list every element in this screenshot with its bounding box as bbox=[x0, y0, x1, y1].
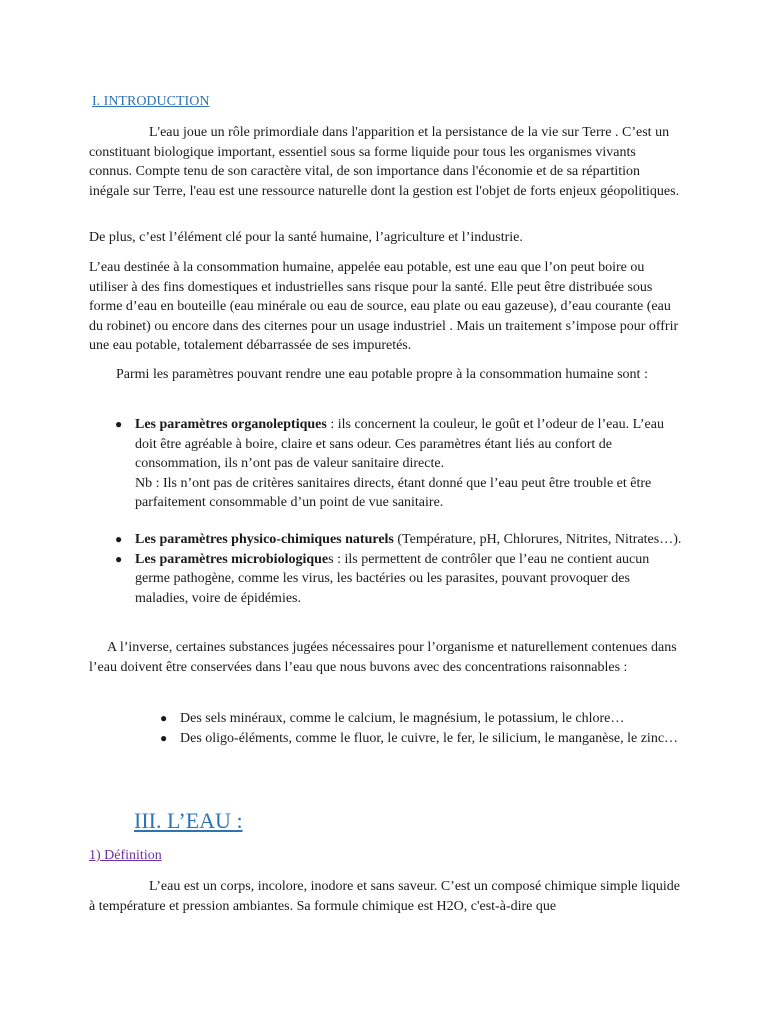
introduction-heading[interactable]: I. INTRODUCTION bbox=[92, 94, 210, 109]
list-item-title: Les paramètres physico-chimiques naturels bbox=[135, 532, 394, 547]
list-item bbox=[157, 729, 682, 749]
bullet-icon: ● bbox=[115, 532, 123, 546]
list-item-text: Des oligo-éléments, comme le fluor, le cuivre, le fer, le silicium, le manganèse, le zinc… bbox=[180, 730, 679, 746]
paragraph-definition: L’eau est un corps, incolore, inodore et sans saveur. C’est un composé chimique simple liquide à température et pression ambiantes. Sa formule chimique est H2O, c'est-à-dire que bbox=[89, 879, 680, 914]
list-item bbox=[112, 550, 682, 609]
bullet-icon: ● bbox=[160, 730, 168, 745]
definition-heading[interactable]: 1) Définition bbox=[89, 848, 162, 863]
list-item bbox=[157, 709, 682, 729]
list-item bbox=[112, 530, 682, 550]
list-item-text: (Température, pH, Chlorures, Nitrites, Nitrates…). bbox=[393, 532, 682, 547]
list-item-title: Les paramètres microbiologique bbox=[135, 551, 329, 567]
paragraph-key-element: De plus, c’est l’élément clé pour la santé humaine, l’agriculture et l’industrie. bbox=[89, 230, 523, 245]
list-item-text: Des sels minéraux, comme le calcium, le magnésium, le potassium, le chlore… bbox=[180, 711, 625, 726]
parameters-list bbox=[112, 415, 682, 513]
bullet-icon: ● bbox=[115, 417, 123, 431]
paragraph-drinking-water: L’eau destinée à la consommation humaine, appelée eau potable, est une eau que l’on peut boire ou utiliser à des fins domestiques et industrielles sans risque pour la santé. Elle peut être distribuée sous forme d’eau en bouteille (eau minérale ou eau de source, eau plate ou eau gazeuse), d’eau courante (eau du robinet) ou encore dans des citernes pour un usage industriel . Mais un traitement s’impose pour offrir une eau potable, totalement débarrassée de ses impuretés. bbox=[89, 260, 679, 353]
bullet-icon: ● bbox=[160, 711, 168, 725]
section-heading[interactable]: III. L’EAU : bbox=[134, 808, 243, 833]
parameters-list-continued bbox=[112, 530, 682, 608]
list-item bbox=[112, 415, 682, 513]
list-item-text: : ils concernent la couleur, le goût et l’odeur de l’eau. L’eau doit être agréable à boire, claire et sans odeur. Ces paramètres étant liés au confort de consommation, ils n’ont pas de valeur sanitaire directe. bbox=[135, 417, 664, 471]
paragraph-substances: A l’inverse, certaines substances jugées nécessaires pour l’organisme et naturellement contenues dans l’eau doivent être conservées dans l’eau que nous buvons avec des concentrations raisonnables : bbox=[89, 640, 677, 675]
substances-list bbox=[157, 709, 682, 748]
bullet-icon: ● bbox=[115, 551, 123, 566]
paragraph-parameters: Parmi les paramètres pouvant rendre une eau potable propre à la consommation humaine sont : bbox=[116, 367, 648, 382]
list-item-text: s : ils permettent de contrôler que l’eau ne contient aucun germe pathogène, comme les virus, les bactéries ou les parasites, pouvant provoquer des maladies, voire de épidémies. bbox=[135, 551, 650, 606]
list-item-note: Nb : Ils n’ont pas de critères sanitaires directs, étant donné que l’eau peut être trouble et être parfaitement consommable d’un point de vue sanitaire. bbox=[135, 475, 652, 510]
list-item-title: Les paramètres organoleptiques bbox=[135, 417, 327, 432]
paragraph-intro: L'eau joue un rôle primordiale dans l'apparition et la persistance de la vie sur Terre . C’est un constituant biologique important, essentiel sous sa forme liquide pour tous les organismes vivants connus. Compte tenu de son caractère vital, de son importance dans l'économie et de sa répartition inégale sur Terre, l'eau est une ressource naturelle dont la gestion est l'objet de forts enjeux géopolitiques. bbox=[89, 125, 680, 199]
